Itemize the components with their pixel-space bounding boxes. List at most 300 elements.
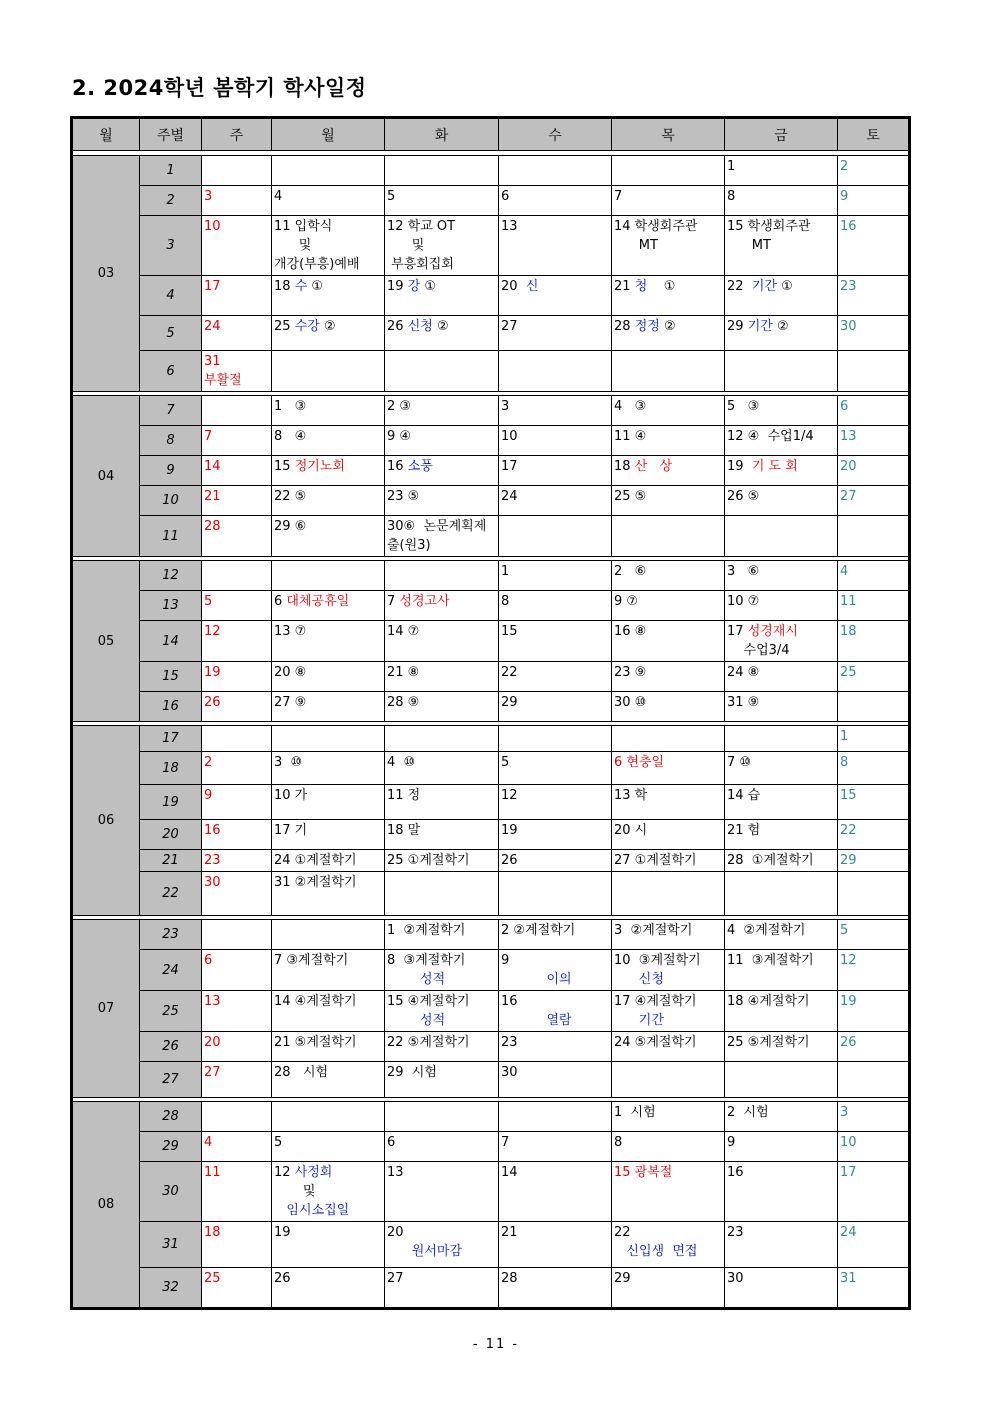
day-cell-wed — [499, 621, 612, 662]
day-cell-sat — [838, 561, 909, 591]
day-cell-sun — [202, 456, 272, 486]
cell-text: 청 — [634, 279, 648, 294]
week-row — [73, 591, 909, 621]
day-cell-thu — [612, 872, 725, 916]
day-cell-wed — [499, 950, 612, 991]
cell-text: 5 — [387, 189, 396, 204]
week-number: 5 — [140, 316, 202, 351]
cell-text: 8 — [840, 755, 849, 770]
cell-text: 29 — [614, 1271, 631, 1286]
day-cell-mon — [272, 991, 385, 1032]
cell-text: 28 ⑨ — [387, 695, 420, 710]
cell-text: 15 광복절 — [614, 1165, 673, 1180]
day-cell-thu — [612, 426, 725, 456]
day-cell-tue — [385, 872, 499, 916]
day-cell-sun — [202, 1132, 272, 1162]
cell-text: 15 학생회주관 — [727, 219, 811, 234]
cell-text: 20 — [387, 1225, 404, 1240]
day-cell-wed — [499, 186, 612, 216]
week-number: 23 — [140, 920, 202, 950]
week-row — [73, 486, 909, 516]
cell-text: 9 ④ — [387, 429, 412, 444]
cell-text: 12 — [501, 788, 518, 803]
cell-text: 17 — [204, 279, 221, 294]
day-cell-wed — [499, 662, 612, 692]
cell-text: 29 — [840, 853, 857, 868]
week-number: 24 — [140, 950, 202, 991]
cell-text: ① — [307, 279, 324, 294]
month-label: 04 — [73, 396, 140, 557]
day-cell-wed — [499, 1102, 612, 1132]
cell-text: 10 ③계절학기 — [614, 953, 701, 968]
week-row — [73, 820, 909, 850]
month-label: 08 — [73, 1102, 140, 1308]
week-number: 22 — [140, 872, 202, 916]
day-cell-thu — [612, 621, 725, 662]
cell-text: 18 — [204, 1225, 221, 1240]
day-cell-wed — [499, 456, 612, 486]
cell-text: 11 입학식 — [274, 219, 333, 234]
cell-text: 및 — [274, 238, 312, 253]
day-cell-wed — [499, 1222, 612, 1268]
cell-text: 21 ⑤계절학기 — [274, 1035, 357, 1050]
day-cell-thu — [612, 276, 725, 316]
cell-text: 및 — [274, 1184, 316, 1199]
cell-text: 30 — [501, 1065, 518, 1080]
day-cell-mon — [272, 1132, 385, 1162]
day-cell-tue — [385, 1132, 499, 1162]
week-row — [73, 396, 909, 426]
week-row — [73, 516, 909, 557]
cell-text: 1 — [727, 159, 736, 174]
cell-text: 13 학 — [614, 788, 648, 803]
cell-text: 16 ⑧ — [614, 624, 647, 639]
month-label: 07 — [73, 920, 140, 1098]
cell-text: 2 ③ — [387, 399, 412, 414]
cell-text: 26 — [387, 319, 408, 334]
day-cell-tue — [385, 752, 499, 785]
day-cell-wed — [499, 1032, 612, 1062]
week-number: 27 — [140, 1062, 202, 1098]
cell-text: 5 — [204, 594, 213, 609]
day-cell-thu — [612, 850, 725, 872]
cell-text: 19 — [387, 279, 408, 294]
cell-text: 23 ⑨ — [614, 665, 647, 680]
cell-text: 26 ⑤ — [727, 489, 760, 504]
cell-text: 15 — [501, 624, 518, 639]
cell-text: 15 — [840, 788, 857, 803]
day-cell-mon — [272, 276, 385, 316]
cell-text: 17 기 — [274, 823, 308, 838]
cell-text: 23 — [501, 1035, 518, 1050]
cell-text: 7 — [387, 594, 400, 609]
day-cell-wed — [499, 561, 612, 591]
week-row — [73, 1132, 909, 1162]
cell-text: 산 상 — [634, 459, 673, 474]
week-row — [73, 1032, 909, 1062]
day-cell-sat — [838, 785, 909, 820]
day-cell-mon — [272, 396, 385, 426]
day-cell-fri — [725, 920, 838, 950]
cell-text: 12 학교 OT — [387, 219, 456, 234]
day-cell-wed — [499, 726, 612, 752]
week-row — [73, 785, 909, 820]
cell-text: 31 ⑨ — [727, 695, 760, 710]
day-cell-mon — [272, 662, 385, 692]
cell-text: 27 — [204, 1065, 221, 1080]
cell-text: 기 도 회 — [751, 459, 798, 474]
day-cell-thu — [612, 1162, 725, 1222]
day-cell-thu — [612, 456, 725, 486]
day-cell-tue — [385, 351, 499, 392]
day-cell-fri — [725, 1062, 838, 1098]
day-cell-fri — [725, 1132, 838, 1162]
day-cell-tue — [385, 820, 499, 850]
cell-text: 대체공휴일 — [286, 594, 350, 609]
cell-text: 개강(부흥)예배 — [274, 257, 360, 272]
week-number: 4 — [140, 276, 202, 316]
day-cell-sun — [202, 726, 272, 752]
day-cell-tue — [385, 186, 499, 216]
cell-text: 9 — [501, 953, 510, 968]
day-cell-sat — [838, 692, 909, 722]
day-cell-sat — [838, 186, 909, 216]
day-cell-sun — [202, 950, 272, 991]
day-cell-sat — [838, 920, 909, 950]
day-cell-thu — [612, 216, 725, 276]
day-cell-thu — [612, 785, 725, 820]
day-cell-fri — [725, 216, 838, 276]
cell-text: 19 — [204, 665, 221, 680]
header-month: 월 — [73, 119, 140, 151]
cell-text: 30⑥ 논문계획제 — [387, 519, 487, 534]
week-row — [73, 872, 909, 916]
cell-text: 25 — [204, 1271, 221, 1286]
cell-text: 2 ②계절학기 — [501, 923, 576, 938]
week-number: 26 — [140, 1032, 202, 1062]
cell-text: 출(원3) — [387, 538, 431, 553]
week-number: 3 — [140, 216, 202, 276]
day-cell-wed — [499, 156, 612, 186]
day-cell-wed — [499, 426, 612, 456]
day-cell-fri — [725, 1102, 838, 1132]
cell-text: 3 ⑥ — [727, 564, 760, 579]
day-cell-mon — [272, 591, 385, 621]
day-cell-sat — [838, 872, 909, 916]
day-cell-mon — [272, 351, 385, 392]
cell-text: 5 — [840, 923, 849, 938]
day-cell-thu — [612, 516, 725, 557]
week-number: 19 — [140, 785, 202, 820]
cell-text: 29 ⑥ — [274, 519, 307, 534]
day-cell-thu — [612, 752, 725, 785]
cell-text: 8 ③계절학기 — [387, 953, 466, 968]
day-cell-sat — [838, 991, 909, 1032]
day-cell-wed — [499, 920, 612, 950]
cell-text: 임시소집일 — [274, 1203, 350, 1218]
cell-text: 14 습 — [727, 788, 761, 803]
cell-text: 25 ⑤계절학기 — [727, 1035, 810, 1050]
cell-text: 11 — [840, 594, 857, 609]
cell-text: 29 시험 — [387, 1065, 437, 1080]
cell-text: 11 ③계절학기 — [727, 953, 814, 968]
day-cell-fri — [725, 820, 838, 850]
cell-text: 8 ④ — [274, 429, 307, 444]
day-cell-sun — [202, 920, 272, 950]
day-cell-tue — [385, 662, 499, 692]
cell-text: 6 — [501, 189, 510, 204]
day-cell-sat — [838, 1032, 909, 1062]
cell-text: 및 — [387, 238, 425, 253]
cell-text: 6 현충일 — [614, 755, 665, 770]
cell-text: 16 — [840, 219, 857, 234]
header-row — [73, 119, 909, 151]
week-row — [73, 426, 909, 456]
cell-text: 신 — [525, 279, 539, 294]
day-cell-sun — [202, 156, 272, 186]
cell-text: 10 — [501, 429, 518, 444]
week-number: 31 — [140, 1222, 202, 1268]
cell-text: 24 ①계절학기 — [274, 853, 357, 868]
day-cell-tue — [385, 1102, 499, 1132]
cell-text: 27 ①계절학기 — [614, 853, 697, 868]
cell-text: 20 시 — [614, 823, 648, 838]
cell-text: 22 — [840, 823, 857, 838]
day-cell-sat — [838, 1102, 909, 1132]
cell-text: 14 — [204, 459, 221, 474]
day-cell-wed — [499, 216, 612, 276]
week-row — [73, 276, 909, 316]
cell-text: 16 — [501, 994, 518, 1009]
week-number: 15 — [140, 662, 202, 692]
week-number: 6 — [140, 351, 202, 392]
cell-text: 13 — [840, 429, 857, 444]
day-cell-wed — [499, 785, 612, 820]
cell-text: 기간 — [614, 1013, 664, 1028]
cell-text: 30 ⑩ — [614, 695, 647, 710]
day-cell-sun — [202, 621, 272, 662]
day-cell-sun — [202, 216, 272, 276]
day-cell-sun — [202, 351, 272, 392]
week-number: 29 — [140, 1132, 202, 1162]
day-cell-tue — [385, 621, 499, 662]
cell-text: 28 — [614, 319, 635, 334]
week-number: 8 — [140, 426, 202, 456]
day-cell-thu — [612, 950, 725, 991]
day-cell-sun — [202, 516, 272, 557]
cell-text: 1 — [501, 564, 510, 579]
cell-text: 24 — [501, 489, 518, 504]
day-cell-sat — [838, 662, 909, 692]
cell-text: 19 — [501, 823, 518, 838]
day-cell-sat — [838, 1222, 909, 1268]
cell-text: 23 ⑤ — [387, 489, 420, 504]
week-row — [73, 1102, 909, 1132]
cell-text: 31 — [204, 354, 221, 369]
week-number: 12 — [140, 561, 202, 591]
cell-text: 20 — [840, 459, 857, 474]
day-cell-sat — [838, 1132, 909, 1162]
day-cell-fri — [725, 1032, 838, 1062]
day-cell-fri — [725, 156, 838, 186]
day-cell-thu — [612, 692, 725, 722]
day-cell-sun — [202, 692, 272, 722]
month-label: 06 — [73, 726, 140, 916]
day-cell-mon — [272, 752, 385, 785]
day-cell-tue — [385, 561, 499, 591]
cell-text: 9 ⑦ — [614, 594, 639, 609]
cell-text: 23 — [840, 279, 857, 294]
day-cell-fri — [725, 396, 838, 426]
day-cell-mon — [272, 561, 385, 591]
day-cell-tue — [385, 785, 499, 820]
cell-text: 4 ⑩ — [387, 755, 416, 770]
day-cell-sun — [202, 396, 272, 426]
cell-text: 7 — [501, 1135, 510, 1150]
week-row — [73, 156, 909, 186]
day-cell-wed — [499, 1132, 612, 1162]
cell-text: 26 — [274, 1271, 291, 1286]
week-number: 9 — [140, 456, 202, 486]
cell-text: 3 — [204, 189, 213, 204]
day-cell-tue — [385, 216, 499, 276]
cell-text: 16 — [387, 459, 408, 474]
cell-text: 사정회 — [294, 1165, 333, 1180]
cell-text: 22 — [501, 665, 518, 680]
day-cell-sun — [202, 850, 272, 872]
calendar-body — [73, 151, 909, 1308]
day-cell-fri — [725, 850, 838, 872]
cell-text: 13 — [204, 994, 221, 1009]
header-sun: 주 — [202, 119, 272, 151]
cell-text: 13 ⑦ — [274, 624, 307, 639]
cell-text: 12 — [274, 1165, 295, 1180]
cell-text: 30 — [727, 1271, 744, 1286]
cell-text: 9 — [204, 788, 213, 803]
day-cell-mon — [272, 950, 385, 991]
week-row — [73, 621, 909, 662]
week-row — [73, 726, 909, 752]
day-cell-sun — [202, 316, 272, 351]
day-cell-sat — [838, 1162, 909, 1222]
day-cell-wed — [499, 486, 612, 516]
header-week: 주별 — [140, 119, 202, 151]
day-cell-tue — [385, 276, 499, 316]
cell-text: 26 — [204, 695, 221, 710]
day-cell-sat — [838, 1268, 909, 1308]
cell-text: 24 — [204, 319, 221, 334]
cell-text: 28 시험 — [274, 1065, 329, 1080]
cell-text: 1 ②계절학기 — [387, 923, 466, 938]
cell-text: 8 — [501, 594, 510, 609]
day-cell-tue — [385, 726, 499, 752]
cell-text: 28 ①계절학기 — [727, 853, 814, 868]
day-cell-thu — [612, 156, 725, 186]
cell-text: 17 ④계절학기 — [614, 994, 697, 1009]
day-cell-tue — [385, 316, 499, 351]
day-cell-thu — [612, 486, 725, 516]
cell-text: ② — [432, 319, 449, 334]
cell-text: 5 — [274, 1135, 283, 1150]
week-number: 21 — [140, 850, 202, 872]
cell-text: 11 ④ — [614, 429, 647, 444]
week-row — [73, 950, 909, 991]
cell-text: 10 — [204, 219, 221, 234]
cell-text: ② — [659, 319, 676, 334]
day-cell-sat — [838, 850, 909, 872]
cell-text: 9 — [840, 189, 849, 204]
cell-text: 1 시험 — [614, 1105, 656, 1120]
cell-text: 14 ④계절학기 — [274, 994, 357, 1009]
day-cell-thu — [612, 820, 725, 850]
day-cell-tue — [385, 1162, 499, 1222]
cell-text: 3 — [840, 1105, 849, 1120]
day-cell-mon — [272, 1032, 385, 1062]
cell-text: 12 ④ 수업1/4 — [727, 429, 814, 444]
day-cell-sun — [202, 486, 272, 516]
day-cell-sat — [838, 621, 909, 662]
day-cell-sun — [202, 872, 272, 916]
week-number: 30 — [140, 1162, 202, 1222]
cell-text: 25 — [274, 319, 295, 334]
day-cell-thu — [612, 920, 725, 950]
day-cell-fri — [725, 991, 838, 1032]
day-cell-thu — [612, 1268, 725, 1308]
cell-text: 10 가 — [274, 788, 308, 803]
week-number: 11 — [140, 516, 202, 557]
cell-text: 15 ④계절학기 — [387, 994, 470, 1009]
week-number: 7 — [140, 396, 202, 426]
cell-text: 9 — [727, 1135, 736, 1150]
day-cell-sat — [838, 351, 909, 392]
day-cell-wed — [499, 872, 612, 916]
cell-text: 4 — [204, 1135, 213, 1150]
day-cell-mon — [272, 621, 385, 662]
day-cell-thu — [612, 1102, 725, 1132]
cell-text: 21 — [614, 279, 635, 294]
day-cell-mon — [272, 1162, 385, 1222]
day-cell-fri — [725, 692, 838, 722]
cell-text: 신입생 면접 — [614, 1244, 698, 1259]
page-number: - 11 - — [472, 1337, 520, 1352]
day-cell-sat — [838, 216, 909, 276]
day-cell-tue — [385, 1032, 499, 1062]
cell-text: 기간 — [747, 319, 773, 334]
day-cell-thu — [612, 396, 725, 426]
cell-text: 27 — [840, 489, 857, 504]
day-cell-wed — [499, 316, 612, 351]
day-cell-mon — [272, 1268, 385, 1308]
day-cell-mon — [272, 216, 385, 276]
academic-calendar-table — [72, 118, 909, 1308]
cell-text: 30 — [840, 319, 857, 334]
day-cell-sat — [838, 950, 909, 991]
day-cell-thu — [612, 1222, 725, 1268]
header-thu: 목 — [612, 119, 725, 151]
cell-text: 28 — [501, 1271, 518, 1286]
cell-text: 25 ⑤ — [614, 489, 647, 504]
cell-text: 수 — [294, 279, 308, 294]
day-cell-sun — [202, 591, 272, 621]
cell-text: 27 — [501, 319, 518, 334]
cell-text: 2 — [204, 755, 213, 770]
header-fri: 금 — [725, 119, 838, 151]
cell-text: 2 ⑥ — [614, 564, 647, 579]
cell-text: 5 — [501, 755, 510, 770]
cell-text: 4 ②계절학기 — [727, 923, 806, 938]
day-cell-sat — [838, 516, 909, 557]
cell-text: 26 — [501, 853, 518, 868]
